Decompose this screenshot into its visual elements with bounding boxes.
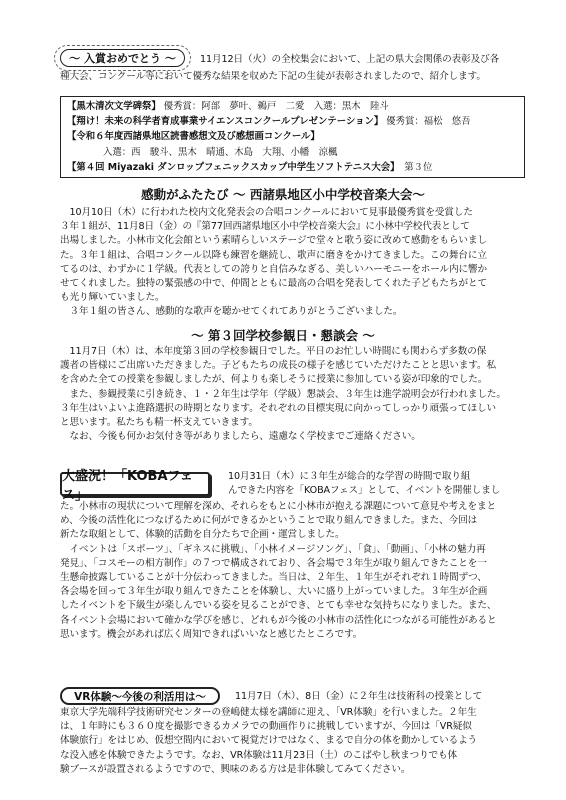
intro-line-2: 種大会、コンクール等において優秀な結果を収めた下記の生徒が表彰されましたので、紹介します。 xyxy=(60,71,486,82)
section1-body: 10月10日（木）に行われた校内文化発表会の合唱コンクールにおいて見事最優秀賞を受賞した ３年１組が、11月8日（金）の『第77回西諸県地区小中学校音楽大会』に小林中学校代表として 出場しました。小林市文化会館という素晴らしいステージで堂々と歌う姿に改めて感動をもらいまし た。３年１組は、合唱コンクール以降も練習を継続し、歌声に磨きをかけてきました。この舞台に立 てるのは、わずかに１学級。代表としての誇りと自信みなぎる、美しいハーモニーをホール内に響か せてくれました。独特の緊張感の中で、仲間とともに最高の合唱を発表してくれた子どもたちがとて も光り輝いていました。 ３年１組の皆さん、感動的な歌声を聴かせてくれてありがとうございました。 xyxy=(60,207,488,318)
awards-badge: ～ 入賞おめでとう ～ xyxy=(60,49,185,67)
section2-title: ～ 第３回学校参観日・懇談会 ～ xyxy=(191,328,375,343)
section4-body: 東京大学先端科学技術研究センターの登嶋健太様を講師に迎え、「VR体験」を行いました。２年生 は、１年時にも３６０度を撮影できるカメラでの動画作りに挑戦していますが、今回は「VR疑似 体験旅行」をはじめ、仮想空間内において視覚だけではなく、まるで自分の体を動かしているよう な没入感を体験できたようです。なお、VR体験は11月23日（土）のこばやし秋まつりでも体 験ブースが設置されるようですので、興味のある方は是非体験してみてください。 xyxy=(60,707,478,775)
section2-body: 11月7日（木）は、本年度第３回の学校参観日でした。平日のお忙しい時間にも関わらず多数の保 護者の皆様にご出席いただきました。子どもたちの成長の様子を感じていただけたことと思います。私 を含めた全ての授業を参観しましたが、何よりも楽しそうに授業に参加している姿が印象的でした。 また、参観授業に引き続き、１・２年生は学年（学級）懇談会、３年生は進学説明会が行われました。 ３年生はいよいよ進路選択の時期となります。それぞれの目標実現に向かってしっかり頑張ってほしい と思います。私たちも精一杯支えていきます。 なお、今後も何かお気付き等がありましたら、遠慮なく学校までご連絡ください。 xyxy=(60,346,506,443)
award-row: 【黒木清次文学碑祭】 優秀賞：阿部 夢叶、鵜戸 二愛 入選：黒木 陸斗 xyxy=(67,101,389,112)
section3-body: た。小林市の現状について理解を深め、それらをもとに小林市が抱える課題について意見や考えをまと め、今後の活性化につなげるために何ができるかということで取り組んできました。また、今回は 新たな取組として、体験的活動を自分たちで企画・運営しました。 イベントは「スポーツ」、「ギネスに挑戦」、「小林イメージソング」、「食」、「動画」、「小林の魅力再 発見」、「コスモーの相方制作」の７つで構成されており、各会場で３年生が取り組んできたことを一 生懸命披露していることが十分伝わってきました。当日は、２年生、１年生がそれぞれ１時間ずつ、 各会場を回って３年生が取り組んできたことを体験し、大いに盛り上がっていました。３年生が企画 したイベントを下級生が楽しんでいる姿を見ることができ、とても幸せな気持ちになりました。また、 各イベント会場において確かな学びを感じ、どれもが今後の小林市の活性化につながる可能性があると 思います。機会があれば広く周知できればいいなと感じたところです。 xyxy=(60,501,497,640)
section4-intro: 11月7日（木）、8日（金）に２年生は技術科の授業として xyxy=(235,691,483,702)
award-row: 【令和６年度西諸県地区読書感想文及び感想画コンクール】 xyxy=(67,131,320,143)
award-row: 入選：西 駿斗、黒木 晴通、木島 大翔、小幡 涼楓 xyxy=(103,146,338,158)
vr-heading: VR体験～今後の利活用は～ xyxy=(60,687,220,705)
kobafes-heading: 大盛況！「KOBAフェス」 xyxy=(60,472,210,496)
section1-title: 感動がふたたび ～ 西諸県地区小中学校音楽大会～ xyxy=(141,187,425,202)
awards-box xyxy=(60,96,525,178)
award-row: 【第４回 Miyazaki ダンロップフェニックスカップ中学生ソフトテニス大会】 第３位 xyxy=(67,161,433,173)
section3-intro: 10月31日（木）に３年生が総合的な学習の時間で取り組 んできた内容を「KOBAフェス」として、イベントを開催しまし xyxy=(228,471,501,497)
intro-line-1: 11月12日（火）の全校集会において、上記の県大会関係の表彰及び各 xyxy=(200,54,500,65)
award-row: 【翔け！未来の科学者育成事業サイエンスコンクールプレゼンテーション】 優秀賞：福松 悠吾 xyxy=(67,116,471,128)
